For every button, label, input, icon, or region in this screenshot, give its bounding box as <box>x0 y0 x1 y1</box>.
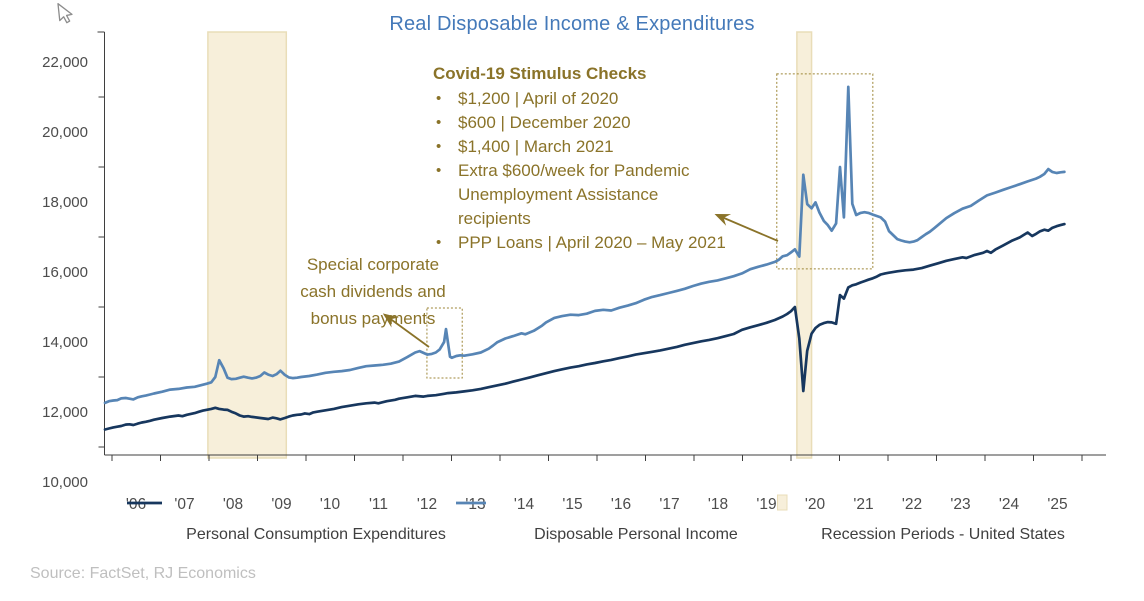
chart-title: Real Disposable Income & Expenditures <box>389 13 755 35</box>
x-axis-label: '09 <box>271 496 292 513</box>
y-axis-label: 22,000 <box>42 54 88 71</box>
dividends-annotation <box>271 251 475 332</box>
x-axis-label: '23 <box>950 496 971 513</box>
dividends-annotation-line: Special corporate <box>306 255 440 274</box>
y-axis-label: 12,000 <box>42 404 88 421</box>
x-axis-label: '14 <box>513 496 535 513</box>
x-axis-label: '10 <box>319 496 341 513</box>
y-axis-label: 16,000 <box>42 264 88 281</box>
x-axis-label: '11 <box>368 496 389 513</box>
x-axis-label: '06 <box>125 496 147 513</box>
dividends-annotation-line: bonus payments <box>310 309 436 328</box>
x-axis-label: '08 <box>222 496 244 513</box>
source-note: Source: FactSet, RJ Economics <box>30 565 256 582</box>
x-axis-label: '24 <box>998 496 1020 513</box>
covid-annotation-bullet: • $600 | December 2020 <box>433 111 735 135</box>
y-axis-label: 18,000 <box>42 194 88 211</box>
covid-annotation-bullet: • $1,400 | March 2021 <box>433 135 735 159</box>
x-axis-label: '15 <box>562 496 583 513</box>
covid-annotation-list <box>433 87 735 255</box>
x-axis-label: '25 <box>1047 496 1068 513</box>
covid-annotation-bullet: • Extra $600/week for Pandemic Unemployment Assistance recipients <box>433 159 735 231</box>
y-axis-label: 20,000 <box>42 124 88 141</box>
dashed-box-covid-stimulus-spikes <box>777 74 873 269</box>
covid-annotation-bullet: • $1,200 | April of 2020 <box>433 87 735 111</box>
y-axis-label: 10,000 <box>42 474 88 491</box>
legend-label-pce: Personal Consumption Expenditures <box>186 526 446 543</box>
legend-sample-recession-swatch <box>778 495 788 510</box>
covid-annotation-bullet: • PPP Loans | April 2020 – May 2021 <box>433 231 735 255</box>
covid-annotation <box>433 62 735 255</box>
x-axis-label: '12 <box>416 496 438 513</box>
x-axis-label: '13 <box>465 496 486 513</box>
x-axis-label: '19 <box>756 496 777 513</box>
x-axis-label: '18 <box>707 496 729 513</box>
x-axis-label: '21 <box>853 496 874 513</box>
x-axis-label: '20 <box>804 496 826 513</box>
legend-label-recession: Recession Periods - United States <box>821 526 1065 543</box>
legend-label-dpi: Disposable Personal Income <box>534 526 738 543</box>
recession-band <box>208 32 286 458</box>
x-axis-label: '17 <box>659 496 680 513</box>
x-axis-label: '16 <box>610 496 632 513</box>
x-axis-label: '07 <box>174 496 195 513</box>
dividends-annotation-line: cash dividends and <box>300 282 446 301</box>
y-axis-label: 14,000 <box>42 334 88 351</box>
x-axis-label: '22 <box>901 496 923 513</box>
covid-annotation-heading: Covid-19 Stimulus Checks <box>433 64 647 83</box>
